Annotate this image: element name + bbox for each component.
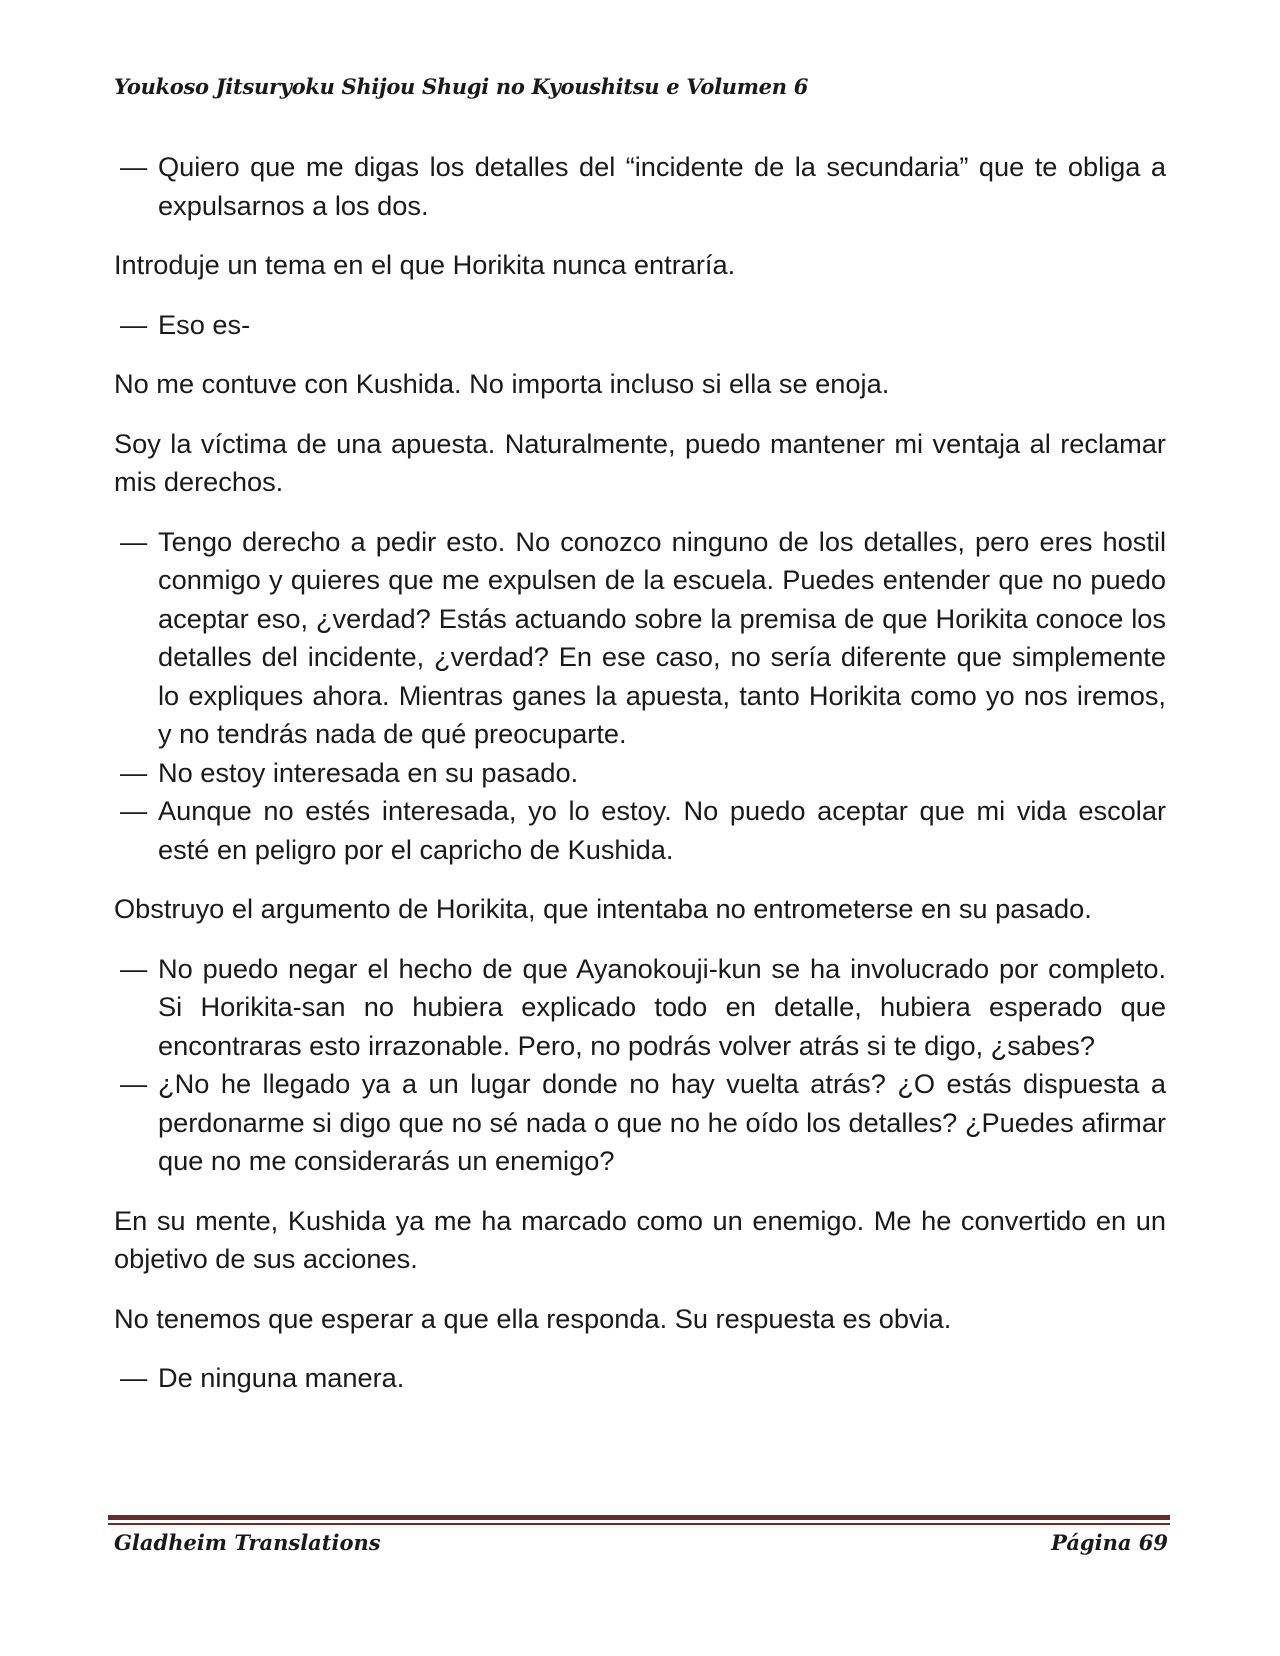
narration-paragraph: No me contuve con Kushida. No importa incluso si ella se enoja. [114, 368, 890, 399]
dialogue-line [114, 1065, 1166, 1181]
page-header-title: Youkoso Jitsuryoku Shijou Shugi no Kyoushitsu e Volumen 6 [114, 74, 809, 99]
dialogue-group [114, 950, 1166, 1181]
dialogue-line [114, 792, 1166, 869]
narration-paragraph: No tenemos que esperar a que ella responda. Su respuesta es obvia. [114, 1302, 952, 1334]
dialogue-dash: — [120, 1362, 148, 1393]
dialogue-text: Aunque no estés interesada, yo lo estoy. No puedo aceptar que mi vida escolar esté en peligro por el capricho de Kushida. [158, 795, 1166, 865]
dialogue-line [114, 148, 1166, 225]
dialogue-group [114, 1359, 1166, 1398]
footer-rule-thin [108, 1523, 1170, 1525]
footer-page-number: Página 69 [1051, 1530, 1168, 1555]
dialogue-line [114, 306, 1166, 345]
dialogue-dash: — [120, 952, 148, 984]
dialogue-line [114, 950, 1166, 1066]
dialogue-text: ¿No he llegado ya a un lugar donde no hay vuelta atrás? ¿O estás dispuesta a perdonarme si digo que no sé nada o que no he oído los detalles? ¿Puedes afirmar que no me considerarás un enemigo? [158, 1068, 1166, 1176]
dialogue-line [114, 523, 1166, 754]
dialogue-text: Tengo derecho a pedir esto. No conozco ninguno de los detalles, pero eres hostil conmigo y quieres que me expulsen de la escuela. Puedes entender que no puedo aceptar eso, ¿verdad? Estás actuando sobre la premisa de que Horikita conoce los detalles del incidente, ¿verdad? En ese caso, no sería diferente que simplemente lo expliques ahora. Mientras ganes la apuesta, tanto Horikita como yo nos iremos, y no tendrás nada de qué preocuparte. [158, 525, 1166, 749]
narration-paragraph: Soy la víctima de una apuesta. Naturalmente, puedo mantener mi ventaja al reclamar mis derechos. [114, 427, 1166, 497]
dialogue-dash: — [120, 795, 148, 826]
dialogue-group [114, 306, 1166, 345]
narration-paragraph: Introduje un tema en el que Horikita nunca entraría. [114, 249, 736, 280]
footer-rule-thick [108, 1515, 1170, 1520]
dialogue-dash: — [120, 756, 148, 788]
narration-paragraph: En su mente, Kushida ya me ha marcado como un enemigo. Me he convertido en un objetivo de sus acciones. [114, 1204, 1166, 1274]
dialogue-group [114, 148, 1166, 225]
dialogue-text: No estoy interesada en su pasado. [158, 756, 579, 788]
footer-translator: Gladheim Translations [114, 1530, 381, 1555]
dialogue-line [114, 754, 1166, 793]
dialogue-dash: — [120, 525, 148, 557]
dialogue-text: De ninguna manera. [158, 1362, 405, 1393]
page-body [114, 148, 1166, 1419]
dialogue-text: Quiero que me digas los detalles del “incidente de la secundaria” que te obliga a expulsarnos a los dos. [158, 151, 1166, 221]
dialogue-line [114, 1359, 1166, 1398]
dialogue-text: Eso es- [158, 308, 251, 340]
dialogue-dash: — [120, 1068, 148, 1099]
dialogue-dash: — [120, 308, 148, 340]
dialogue-text: No puedo negar el hecho de que Ayanokouji-kun se ha involucrado por completo. Si Horikita-san no hubiera explicado todo en detalle, hubiera esperado que encontraras esto irrazonable. Pero, no podrás volver atrás si te digo, ¿sabes? [158, 952, 1166, 1061]
narration-paragraph: Obstruyo el argumento de Horikita, que intentaba no entrometerse en su pasado. [114, 893, 1092, 924]
dialogue-group [114, 523, 1166, 870]
dialogue-dash: — [120, 151, 148, 182]
